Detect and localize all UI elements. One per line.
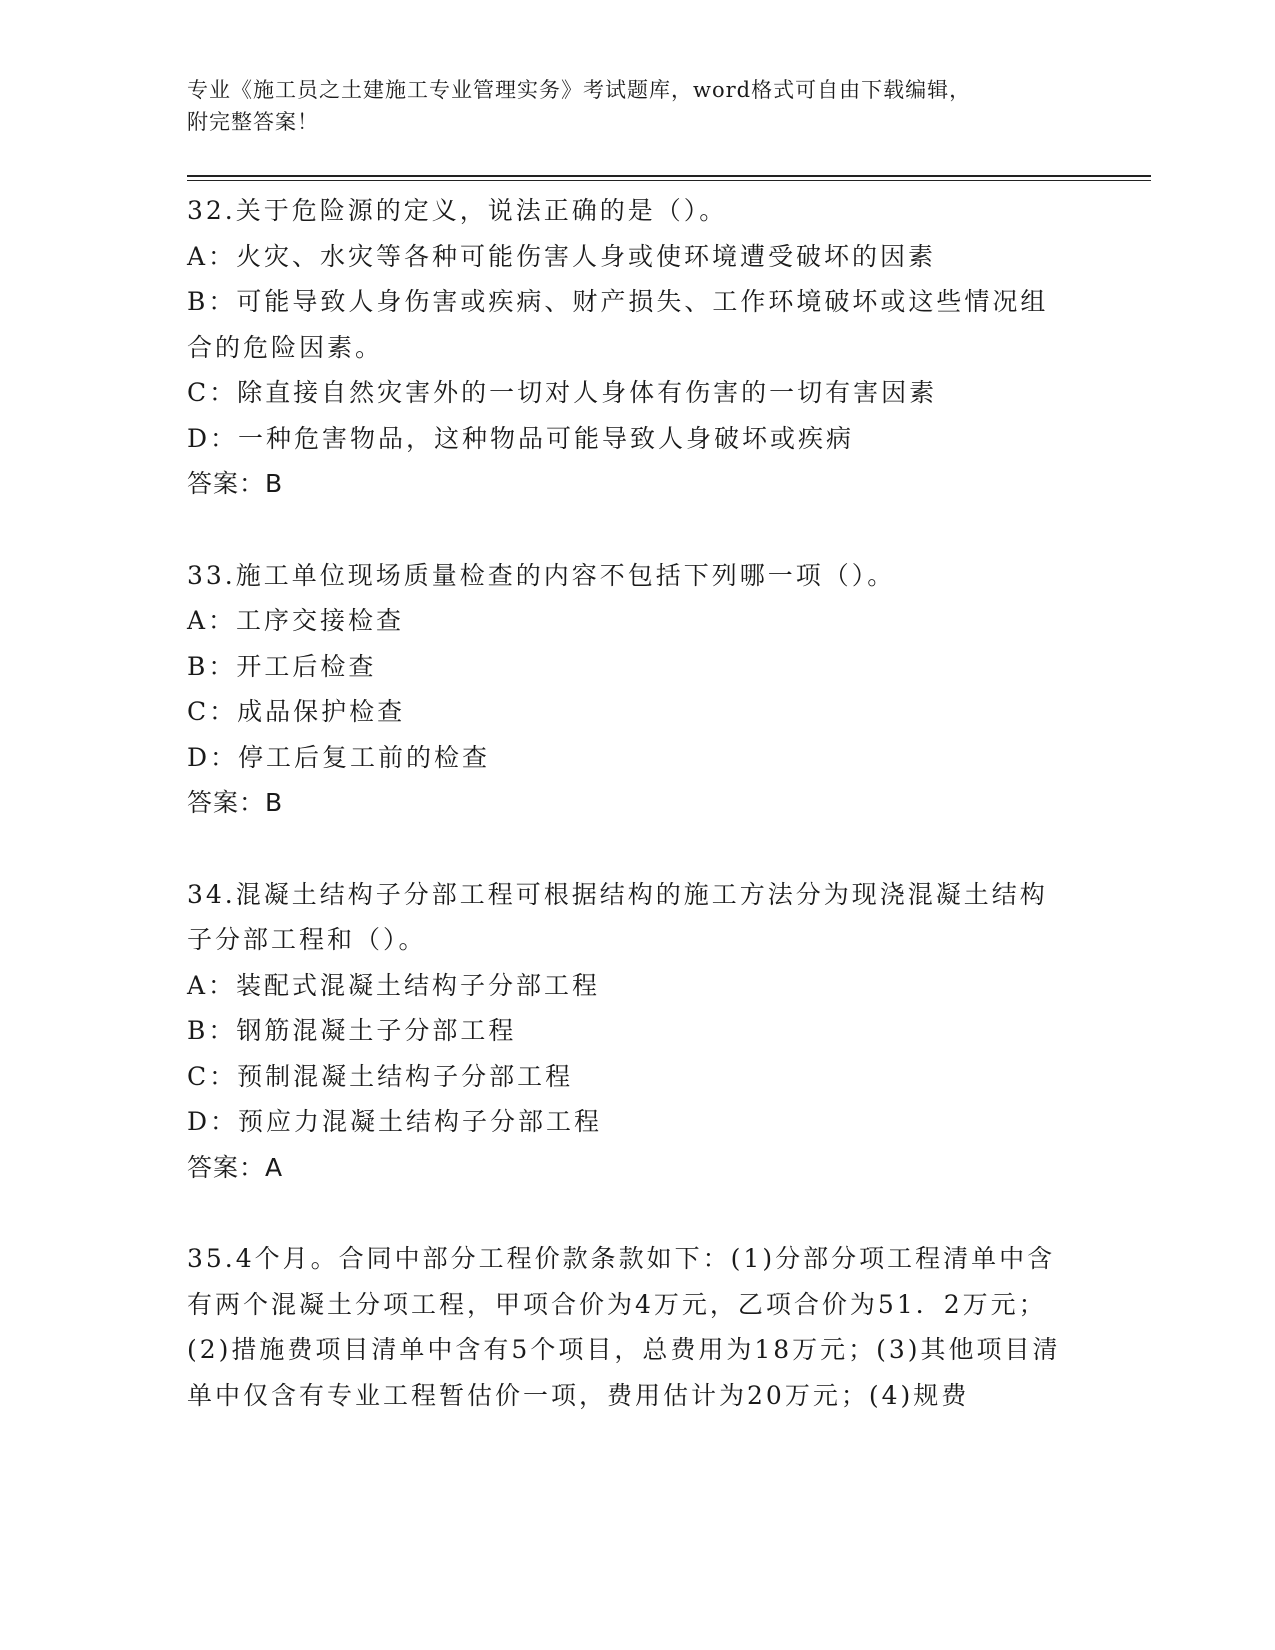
option-b: B：可能导致人身伤害或疾病、财产损失、工作环境破坏或这些情况组合的危险因素。	[187, 287, 1049, 362]
option-a: A：火灾、水灾等各种可能伤害人身或使环境遭受破坏的因素	[187, 241, 937, 271]
header-line-1: 专业《施工员之土建施工专业管理实务》考试题库，word格式可自由下载编辑，	[187, 78, 972, 102]
option-c: C：预制混凝土结构子分部工程	[187, 1061, 574, 1091]
option-d: D：停工后复工前的检查	[187, 742, 491, 772]
question-32	[187, 188, 1067, 507]
option-a: A：工序交接检查	[187, 606, 405, 635]
answer: 答案：B	[187, 788, 284, 817]
question-stem: 35.4个月。合同中部分工程价款条款如下：(1)分部分项工程清单中含有两个混凝土分项工程，甲项合价为4万元，乙项合价为51．2万元；(2)措施费项目清单中含有5个项目，总费用为18万元；(3)其他项目清单中仅含有专业工程暂估价一项，费用估计为20万元；(4)规费	[187, 1244, 1061, 1410]
option-c: C：除直接自然灾害外的一切对人身体有伤害的一切有害因素	[187, 378, 938, 407]
option-b: B：开工后检查	[187, 651, 377, 681]
answer: 答案：B	[187, 469, 284, 498]
question-stem: 33.施工单位现场质量检查的内容不包括下列哪一项（）。	[187, 560, 896, 590]
option-c: C：成品保护检查	[187, 697, 406, 726]
header-divider-thin	[187, 180, 1151, 181]
header-divider	[187, 175, 1151, 177]
document-header	[187, 74, 1067, 138]
option-a: A：装配式混凝土结构子分部工程	[187, 970, 601, 1000]
option-b: B：钢筋混凝土子分部工程	[187, 1016, 517, 1045]
option-d: D：一种危害物品，这种物品可能导致人身破坏或疾病	[187, 423, 855, 453]
question-stem: 32.关于危险源的定义，说法正确的是（）。	[187, 196, 728, 225]
question-35	[187, 1236, 1067, 1418]
question-stem: 34.混凝土结构子分部工程可根据结构的施工方法分为现浇混凝土结构子分部工程和（）。	[187, 879, 1048, 954]
question-34	[187, 872, 1067, 1191]
answer: 答案：A	[187, 1152, 284, 1182]
question-list	[187, 188, 1067, 1464]
question-33	[187, 553, 1067, 826]
header-line-2: 附完整答案！	[187, 110, 319, 134]
option-d: D：预应力混凝土结构子分部工程	[187, 1107, 603, 1136]
